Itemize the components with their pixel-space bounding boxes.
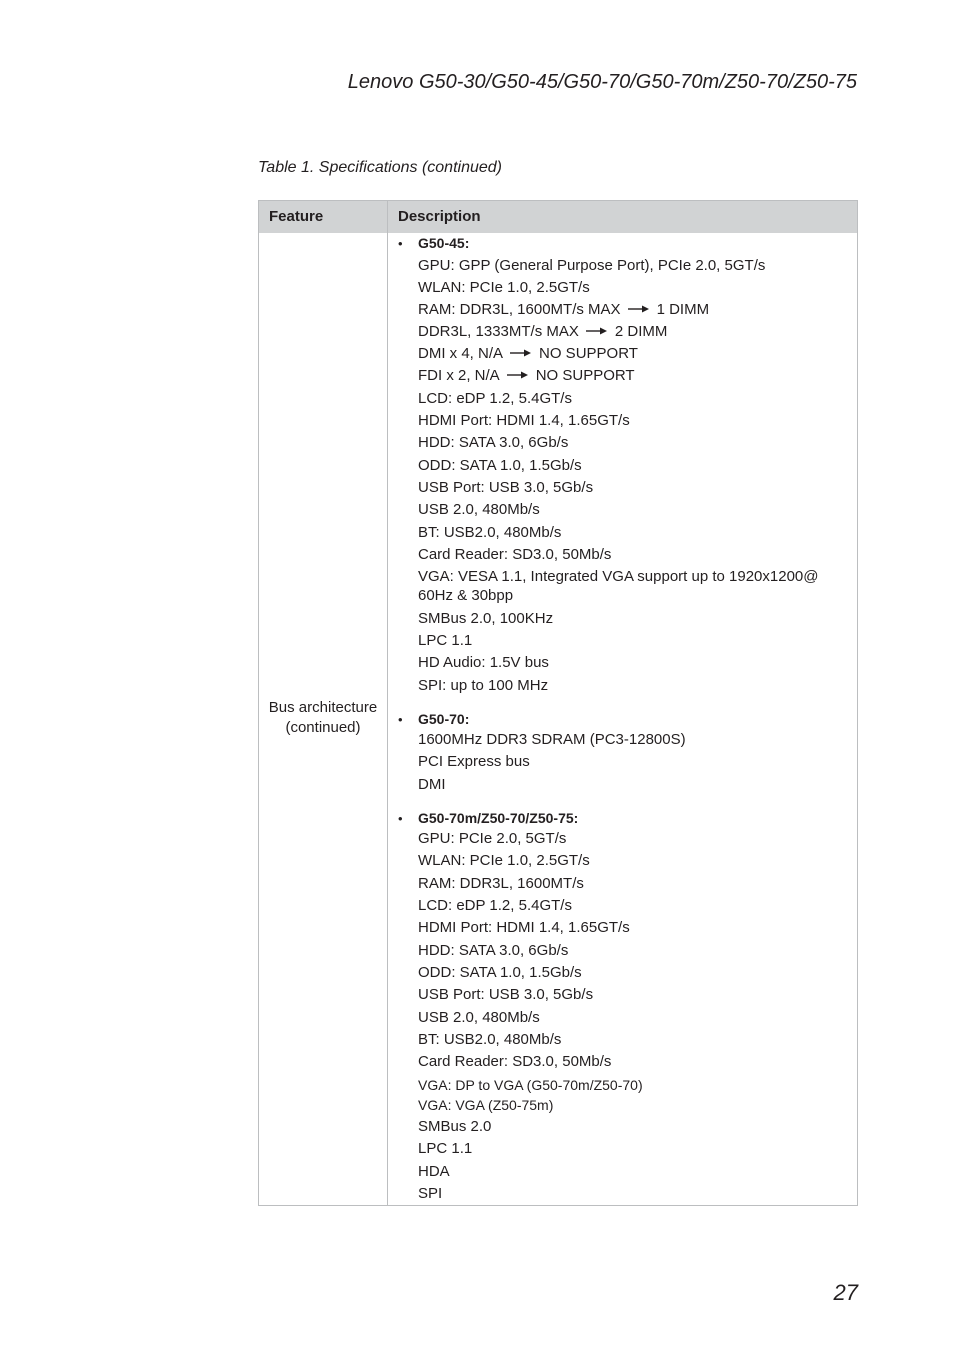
table-header-row	[259, 201, 857, 233]
spec-label: DDR3L, 1333MT/s MAX	[418, 323, 579, 340]
spec-line: HDD: SATA 3.0, 6Gb/s	[418, 942, 569, 959]
spec-line: HDD: SATA 3.0, 6Gb/s	[418, 434, 569, 451]
feature-cell	[259, 698, 387, 738]
spec-line: HDA	[418, 1163, 450, 1180]
spec-line: ODD: SATA 1.0, 1.5Gb/s	[418, 964, 582, 981]
spec-value: 1 DIMM	[656, 301, 710, 318]
column-header-feature: Feature	[269, 208, 324, 225]
spec-line: VGA: VESA 1.1, Integrated VGA support up to 1920x1200@	[418, 568, 819, 585]
spec-line: SMBus 2.0	[418, 1118, 492, 1135]
spec-line: DMI	[418, 776, 446, 793]
spec-line-with-arrow	[418, 345, 638, 362]
spec-line: 60Hz & 30bpp	[418, 587, 514, 604]
specifications-table	[258, 200, 858, 1206]
spec-line: HD Audio: 1.5V bus	[418, 654, 549, 671]
column-header-description: Description	[398, 208, 481, 225]
spec-label: DMI x 4, N/A	[418, 345, 504, 362]
spec-line: GPU: GPP (General Purpose Port), PCIe 2.0, 5GT/s	[418, 257, 766, 274]
spec-line: VGA: DP to VGA (G50-70m/Z50-70)	[418, 1077, 643, 1093]
bullet-icon: •	[398, 236, 403, 251]
spec-line: PCI Express bus	[418, 753, 530, 770]
spec-value: NO SUPPORT	[539, 345, 638, 362]
spec-line-with-arrow	[418, 323, 667, 340]
spec-line: GPU: PCIe 2.0, 5GT/s	[418, 830, 567, 847]
spec-line: BT: USB2.0, 480Mb/s	[418, 524, 562, 541]
spec-line: WLAN: PCIe 1.0, 2.5GT/s	[418, 852, 590, 869]
spec-line: SPI: up to 100 MHz	[418, 677, 549, 694]
spec-line: LCD: eDP 1.2, 5.4GT/s	[418, 390, 572, 407]
spec-line-with-arrow	[418, 367, 635, 384]
spec-line: USB Port: USB 3.0, 5Gb/s	[418, 986, 594, 1003]
spec-line: Card Reader: SD3.0, 50Mb/s	[418, 546, 612, 563]
spec-line: HDMI Port: HDMI 1.4, 1.65GT/s	[418, 919, 630, 936]
spec-line: USB 2.0, 480Mb/s	[418, 1009, 540, 1026]
document-header-title: Lenovo G50-30/G50-45/G50-70/G50-70m/Z50-70/Z50-75	[347, 71, 857, 93]
spec-line: LPC 1.1	[418, 632, 473, 649]
bullet-icon: •	[398, 712, 403, 727]
page-number: 27	[833, 1280, 858, 1305]
feature-continued-note: (continued)	[285, 719, 361, 736]
spec-line: Card Reader: SD3.0, 50Mb/s	[418, 1053, 612, 1070]
spec-label: RAM: DDR3L, 1600MT/s MAX	[418, 301, 621, 318]
spec-line: BT: USB2.0, 480Mb/s	[418, 1031, 562, 1048]
spec-line: RAM: DDR3L, 1600MT/s	[418, 875, 584, 892]
spec-value: 2 DIMM	[614, 323, 668, 340]
table-caption: Table 1. Specifications (continued)	[258, 159, 502, 176]
spec-value: NO SUPPORT	[535, 367, 635, 384]
group-title: G50-70m/Z50-70/Z50-75:	[418, 810, 579, 826]
spec-line: SMBus 2.0, 100KHz	[418, 610, 554, 627]
arrow-right-icon	[510, 348, 532, 358]
arrow-right-icon	[628, 304, 650, 314]
spec-label: FDI x 2, N/A	[418, 367, 500, 384]
spec-line: HDMI Port: HDMI 1.4, 1.65GT/s	[418, 412, 630, 429]
spec-line: SPI	[418, 1185, 443, 1202]
group-title: G50-70:	[418, 711, 470, 727]
spec-line-with-arrow	[418, 301, 709, 318]
column-divider	[387, 201, 388, 1205]
spec-line: LPC 1.1	[418, 1140, 473, 1157]
spec-line: 1600MHz DDR3 SDRAM (PC3-12800S)	[418, 731, 686, 748]
spec-line: LCD: eDP 1.2, 5.4GT/s	[418, 897, 572, 914]
spec-line: USB 2.0, 480Mb/s	[418, 501, 540, 518]
spec-line: ODD: SATA 1.0, 1.5Gb/s	[418, 457, 582, 474]
arrow-right-icon	[586, 326, 608, 336]
spec-line: VGA: VGA (Z50-75m)	[418, 1097, 554, 1113]
bullet-icon: •	[398, 811, 403, 826]
feature-name: Bus architecture	[268, 699, 378, 716]
arrow-right-icon	[507, 370, 529, 380]
group-title: G50-45:	[418, 235, 470, 251]
spec-line: WLAN: PCIe 1.0, 2.5GT/s	[418, 279, 590, 296]
spec-line: USB Port: USB 3.0, 5Gb/s	[418, 479, 594, 496]
